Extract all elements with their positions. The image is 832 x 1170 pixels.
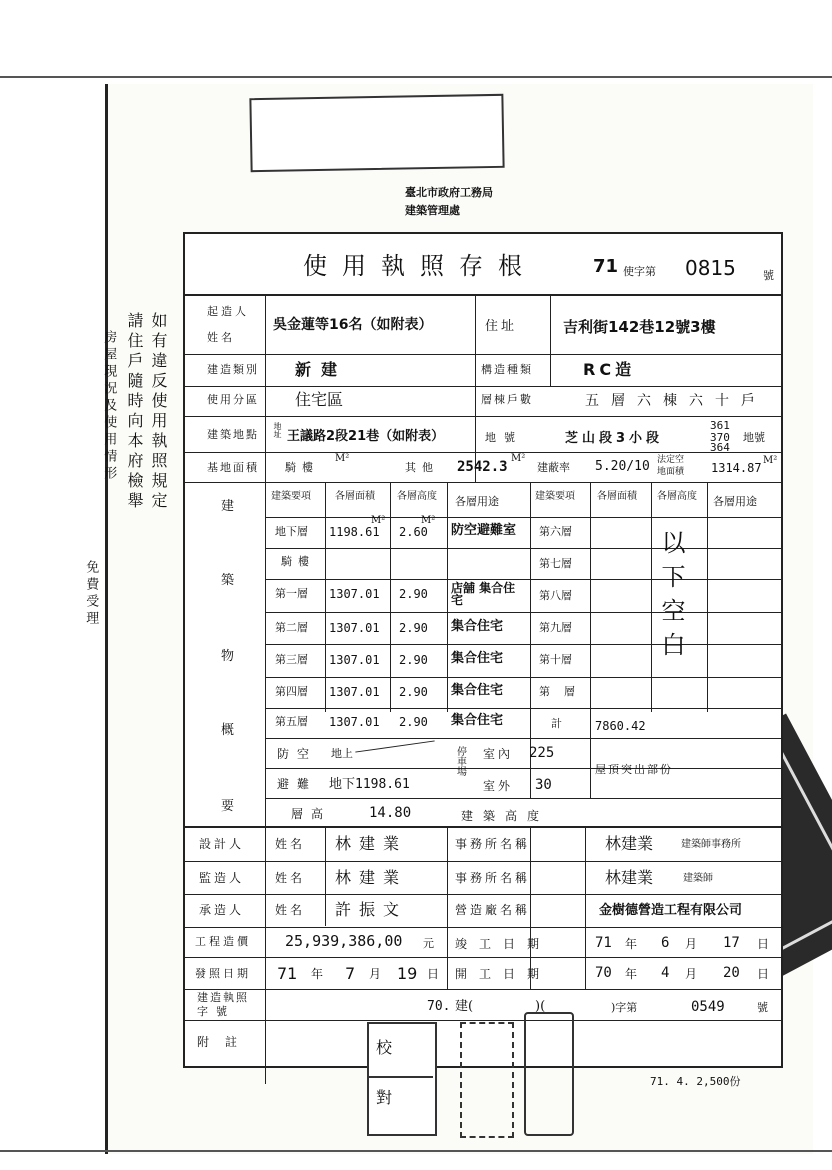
issue-y-unit: 年 — [311, 967, 324, 981]
site-value: 王議路2段21巷（如附表） — [287, 429, 445, 444]
rfloor-9: 第九層 — [539, 621, 572, 634]
floor-name-5: 第五層 — [275, 715, 308, 728]
folded-tab — [249, 94, 504, 172]
floors-label: 層棟戶數 — [481, 393, 533, 406]
permit-year: 71 — [593, 256, 619, 277]
lot-label: 地號 — [485, 431, 523, 444]
floor-area-3: 1307.01 — [329, 653, 380, 667]
legal-label2: 地面積 — [657, 467, 685, 477]
builder-label2: 姓名 — [207, 331, 235, 344]
lot-num-1: 361 — [710, 419, 730, 432]
contractor-office: 金樹德營造工程有限公司 — [599, 903, 743, 918]
lot-num-3: 364 — [710, 441, 730, 454]
area-c2: 其他 — [405, 461, 439, 474]
header-stamp — [395, 185, 635, 225]
site-sub: 地址 — [273, 422, 282, 438]
designer-office-suffix: 建築師事務所 — [681, 839, 741, 850]
floor-name-arcade: 騎樓 — [281, 555, 315, 568]
hdr-use-r: 各層用途 — [713, 495, 757, 508]
done-m-unit: 月 — [685, 937, 698, 951]
issue-d: 19 — [397, 964, 418, 983]
shelter-stroke — [355, 740, 434, 752]
contractor-office-label: 營造廠名稱 — [455, 903, 531, 917]
cost-unit: 元 — [423, 937, 434, 950]
unit-mark-2: M² — [421, 515, 436, 526]
parking-indoor-label: 室內 — [483, 747, 514, 761]
supervisor-office: 林建業 — [605, 868, 654, 887]
floor-area-2: 1307.01 — [329, 621, 380, 635]
floor-area-1: 1307.01 — [329, 587, 380, 601]
footer-print-note: 71. 4. 2,500份 — [650, 1075, 741, 1088]
permit-paren: )( — [535, 999, 546, 1014]
unit-mark: M² — [371, 515, 386, 526]
area-v2: 2542.3 — [457, 459, 508, 475]
form-title: 使用執照存根 — [303, 252, 537, 280]
permit-mid: 建( — [455, 999, 474, 1014]
floor-area-b1: 1198.61 — [329, 525, 380, 539]
contractor-name: 許振文 — [335, 900, 408, 919]
start-y-unit: 年 — [625, 967, 638, 981]
permit-number: 0815 — [685, 256, 736, 280]
done-d: 17 — [723, 935, 740, 951]
refuge-label: 避難 — [277, 777, 318, 791]
cost-label: 工程造價 — [195, 935, 251, 948]
done-d-unit: 日 — [757, 937, 770, 951]
rfloor-8: 第八層 — [539, 589, 572, 602]
floor-height-2: 2.90 — [399, 621, 428, 635]
issue-y: 71 — [277, 964, 298, 983]
permit-form — [183, 232, 783, 1068]
floor-name-2: 第二層 — [275, 621, 308, 634]
struct-value: RC造 — [583, 360, 636, 379]
lot-suffix: 地號 — [743, 431, 765, 444]
area-u2: M² — [511, 453, 526, 464]
hdr-height-r: 各層高度 — [657, 491, 697, 502]
ratio-label: 建蔽率 — [537, 461, 570, 474]
total-area: 7860.42 — [595, 719, 646, 733]
designer-role: 設計人 — [199, 837, 245, 851]
floor-name-3: 第三層 — [275, 653, 308, 666]
start-d-unit: 日 — [757, 967, 770, 981]
floor-height-5: 2.90 — [399, 715, 428, 729]
permit-year-val: 70. — [427, 999, 451, 1014]
rfloor-7: 第七層 — [539, 557, 572, 570]
lot-num-2: 370 — [710, 431, 730, 444]
floor-use-3: 集合住宅 — [451, 651, 504, 666]
floor-use-5: 集合住宅 — [451, 713, 504, 728]
rfloor-10: 第十層 — [539, 653, 572, 666]
designer-office-label: 事務所名稱 — [455, 837, 531, 851]
permit-suffix: 號 — [763, 269, 774, 282]
done-m: 6 — [661, 935, 670, 951]
done-y-unit: 年 — [625, 937, 638, 951]
floor-area-5: 1307.01 — [329, 715, 380, 729]
blank-note: 以下空白 — [657, 530, 685, 666]
legal-value: 1314.87 — [711, 461, 762, 475]
hdr-use: 各層用途 — [455, 495, 499, 508]
issue-m-unit: 月 — [369, 967, 382, 981]
designer-name-label: 姓名 — [275, 837, 306, 851]
shelter-label: 防空 — [277, 747, 318, 761]
floor-use-4: 集合住宅 — [451, 683, 504, 698]
contractor-name-label: 姓名 — [275, 903, 306, 917]
cost-value: 25,939,386,00 — [285, 932, 403, 950]
zone-value: 住宅區 — [295, 390, 344, 409]
hdr-height: 各層高度 — [397, 491, 437, 502]
floors-value: 五層六棟六十戶 — [585, 393, 767, 409]
area-label: 基地面積 — [207, 461, 259, 474]
bldg-side-1: 建 — [221, 499, 235, 514]
floor-height-1: 2.90 — [399, 587, 428, 601]
start-label: 開工日期 — [455, 967, 552, 981]
floor-height-4: 2.90 — [399, 685, 428, 699]
hdr-area: 各層面積 — [335, 491, 375, 502]
check-label-2: 對 — [376, 1088, 393, 1107]
area-c1: 騎樓 — [285, 461, 319, 474]
bldg-height-text: 建築高度 — [461, 809, 550, 823]
parking-outdoor-label: 室外 — [483, 779, 514, 793]
supervisor-name: 林建業 — [335, 868, 408, 887]
floor-name-4: 第四層 — [275, 685, 308, 698]
height-value: 14.80 — [369, 805, 412, 821]
area-u1: M² — [335, 453, 350, 464]
parking-indoor-value: 225 — [529, 745, 555, 761]
bldg-side-2: 築 — [221, 573, 235, 588]
designer-name: 林建業 — [335, 834, 408, 853]
seal-stamp-2 — [524, 1012, 574, 1136]
lot-value: 芝山段3小段 — [565, 431, 664, 446]
issue-m: 7 — [345, 964, 356, 983]
bldg-side-4: 概 — [221, 723, 235, 738]
parking-outdoor-value: 30 — [535, 777, 552, 793]
permit-prefix: 使字第 — [623, 265, 656, 278]
contractor-role: 承造人 — [199, 903, 245, 917]
side-note-col3: 房屋現況及使用情形 — [101, 330, 117, 483]
supervisor-role: 監造人 — [199, 871, 245, 885]
permit-number-val: 0549 — [691, 999, 725, 1015]
side-note-col4: 免費受理 — [83, 560, 99, 628]
rfloor-6: 第六層 — [539, 525, 572, 538]
sheet-bottom-edge — [0, 1150, 832, 1152]
bldg-side-5: 要 — [221, 799, 235, 814]
supervisor-office-suffix: 建築師 — [683, 873, 713, 884]
roof-label: 屋頂突出部份 — [595, 763, 673, 776]
supervisor-name-label: 姓名 — [275, 871, 306, 885]
legal-label1: 法定空 — [657, 455, 685, 465]
ratio-value: 5.20/10 — [595, 459, 650, 474]
builder-value: 吳金蓮等16名（如附表） — [273, 317, 433, 333]
zone-label: 使用分區 — [207, 393, 259, 406]
height-label: 層高 — [291, 807, 332, 821]
floor-name-b1: 地下層 — [275, 525, 308, 538]
shelter-above: 地上 — [331, 747, 353, 760]
struct-label: 構造種類 — [481, 363, 533, 376]
remarks-label: 附註 — [197, 1035, 254, 1049]
floor-height-b1: 2.60 — [399, 525, 428, 539]
start-m-unit: 月 — [685, 967, 698, 981]
floor-area-4: 1307.01 — [329, 685, 380, 699]
supervisor-office-label: 事務所名稱 — [455, 871, 531, 885]
floor-use-b1: 防空避難室 — [451, 523, 517, 538]
bldg-side-3: 物 — [221, 649, 235, 664]
done-y: 71 — [595, 935, 612, 951]
permit-label1: 建造執照 — [197, 991, 249, 1004]
seal-stamp-1 — [460, 1022, 514, 1138]
builder-label1: 起造人 — [207, 305, 249, 318]
builder-addr-label: 住址 — [485, 319, 518, 334]
side-note-col2: 請住戶隨時向本府檢舉 — [125, 312, 144, 512]
start-m: 4 — [661, 965, 670, 981]
hdr-item: 建築要項 — [271, 491, 311, 502]
permit-label2: 字號 — [197, 1005, 235, 1018]
hdr-area-r: 各層面積 — [597, 491, 637, 502]
header-stamp-line2: 建築管理處 — [405, 204, 460, 217]
start-d: 20 — [723, 965, 740, 981]
rfloor-blank: 第層 — [539, 685, 589, 698]
done-label: 竣工日期 — [455, 937, 552, 951]
start-y: 70 — [595, 965, 612, 981]
permit-suffix-text: )字第 — [611, 1001, 638, 1014]
floor-name-1: 第一層 — [275, 587, 308, 600]
floor-use-2: 集合住宅 — [451, 619, 504, 634]
sheet-top-edge — [0, 76, 832, 78]
issue-d-unit: 日 — [427, 967, 440, 981]
parking-label: 停車場 — [457, 747, 467, 778]
header-stamp-line1: 臺北市政府工務局 — [405, 186, 493, 199]
builder-addr-value: 吉利街142巷12號3樓 — [563, 318, 716, 336]
issue-label: 發照日期 — [195, 967, 251, 980]
type-label: 建造類別 — [207, 363, 259, 376]
floor-use-1: 店舖 集合住宅 — [451, 581, 516, 607]
designer-office: 林建業 — [605, 834, 654, 853]
check-label-1: 校 — [376, 1038, 393, 1057]
side-note-col1: 如有違反使用執照規定 — [149, 312, 168, 512]
rfloor-total: 計 — [551, 717, 562, 730]
shelter-below: 地下1198.61 — [329, 777, 410, 792]
hdr-item-r: 建築要項 — [535, 491, 575, 502]
site-label: 建築地點 — [207, 428, 259, 441]
legal-unit: M² — [763, 455, 778, 466]
check-box-rule — [367, 1076, 433, 1078]
floor-height-3: 2.90 — [399, 653, 428, 667]
type-value: 新建 — [295, 360, 348, 379]
permit-end: 號 — [757, 1001, 768, 1014]
